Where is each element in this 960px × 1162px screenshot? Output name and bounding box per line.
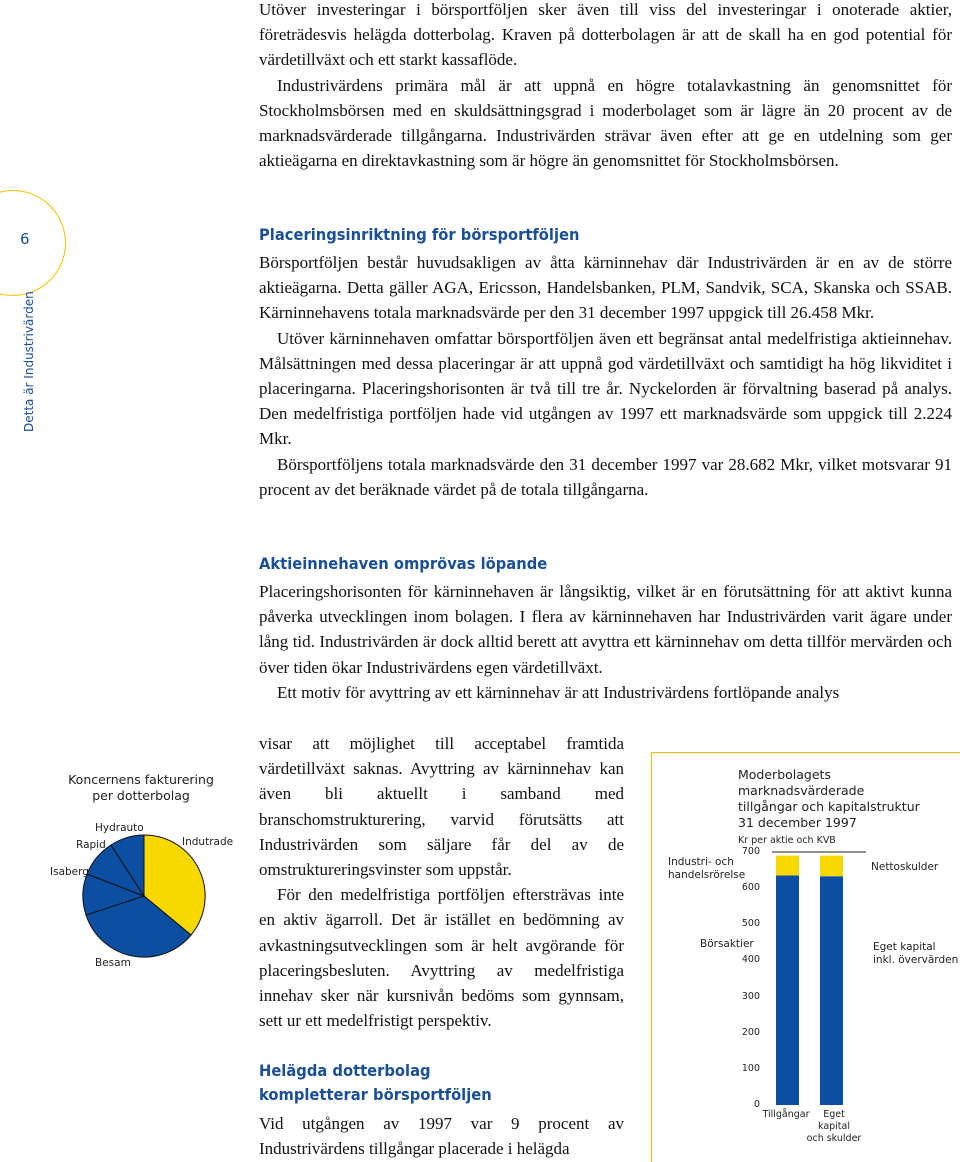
pie-label-isaberg: Isaberg (50, 866, 89, 878)
heading-aktieinnehaven: Aktieinnehaven omprövas löpande (259, 554, 548, 573)
y-tick-label: 600 (741, 882, 760, 894)
section2-paragraph-2b: visar att möjlighet till acceptabel framtida värdetillväxt saknas. Avyttring av kärninnehav kan även bli aktuellt i samband med branschomstrukturering, varvid förutsätts att Industrivärden som säljare får del av de omstruktureringsvinster som uppstår. (259, 734, 624, 880)
intro-paragraph-1: Utöver investeringar i börsportföljen sker även till viss del investeringar i onoterade aktier, företrädesvis helägda dotterbolag. Kraven på dotterbolagen är att de skall ha en god potential för värdetillväxt och ett starkt kassaflöde. (259, 0, 952, 70)
bar-chart-title-line4: 31 december 1997 (738, 815, 857, 830)
section3-paragraph-1: Vid utgången av 1997 var 9 procent av Industrivärdens tillgångar placerade i helägda (259, 1114, 624, 1159)
section2-paragraph-3: För den medelfristiga portföljen eftersträvas inte en aktiv ägarroll. Det är istället en bedömning av avkastningsutvecklingen som är helt avgörande för placeringsbesluten. Avyttring av medelfristiga innehav sker när kursnivån bedöms som gynnsam, sett ur ett medelfristigt perspektiv. (259, 885, 624, 1031)
pie-title-line2: per dotterbolag (92, 788, 190, 803)
x-category-label-line: Tillgångar (762, 1109, 810, 1120)
section1-paragraph-2: Utöver kärninnehaven omfattar börsportföljen även ett begränsat antal medelfristiga aktieinnehav. Målsättningen med dessa placeringar är att uppnå god värdetillväxt och samtidigt ha hög likviditet i placeringarna. Placeringshorisonten är två till tre år. Nyckelorden är förvaltning baserad på analys. Den medelfristiga portföljen hade vid utgången av 1997 ett marknadsvärde som uppgick till 2.224 Mkr. (259, 328, 952, 449)
bar-segment (820, 876, 843, 1105)
x-category-label (806, 1109, 862, 1145)
section1-paragraph-3: Börsportföljens totala marknadsvärde den 31 december 1997 var 28.682 Mkr, vilket motsvarar 91 procent av det beräknade värdet på de totala tillgångarna. (259, 454, 952, 499)
x-category-label-line: Eget kapital (817, 1109, 850, 1132)
bar-chart-title-line2: marknadsvärderade (738, 783, 865, 798)
pie-title-line1: Koncernens fakturering (68, 772, 214, 787)
x-category-label-line: och skulder (806, 1133, 862, 1144)
section-label: Detta är Industrivärden (22, 291, 36, 432)
heading-helagda-line1: Helägda dotterbolag (259, 1061, 431, 1080)
y-tick-label: 400 (741, 954, 760, 966)
pie-label-hydrauto: Hydrauto (95, 822, 144, 834)
annotation-borsaktier: Börsaktier (700, 938, 754, 950)
pie-label-indutrade: Indutrade (182, 836, 234, 848)
y-tick-label: 200 (741, 1026, 760, 1038)
intro-paragraph-2: Industrivärdens primära mål är att uppnå en högre totalavkastning än genomsnittet för Stockholmsbörsen med en skuldsättningsgrad i moderbolaget som är lägre än 20 procent av de marknadsvärderade tillgångarna. Industrivärden strävar även efter att ge en utdelning som ger aktieägarna en direktavkastning som är högre än genomsnittet för Stockholmsbörsen. (259, 75, 952, 171)
y-tick-label: 300 (741, 990, 760, 1002)
bar-segment (776, 875, 799, 1105)
annotation-eget-line2: inkl. övervärden (873, 954, 959, 966)
annotation-nettoskulder: Nettoskulder (871, 861, 939, 873)
bar-segment (776, 856, 799, 876)
annotation-industri-line1: Industri- och (668, 856, 734, 868)
annotation-eget-line1: Eget kapital (873, 941, 936, 953)
page-number: 6 (20, 230, 30, 248)
bar-chart-title-line3: tillgångar och kapitalstruktur (738, 799, 920, 814)
annotation-industri-line2: handelsrörelse (668, 869, 746, 881)
bar-chart-ylabel: Kr per aktie och KVB (738, 835, 836, 846)
pie-label-rapid: Rapid (76, 839, 106, 851)
bar-chart-title-line1: Moderbolagets (738, 767, 831, 782)
bar-segment (820, 856, 843, 877)
section1-paragraph-1: Börsportföljen består huvudsakligen av åtta kärninnehav där Industrivärden är en av de större aktieägarna. Detta gäller AGA, Ericsson, Handelsbanken, PLM, Sandvik, SCA, Skanska och SSAB. Kärninnehavens totala marknadsvärde per den 31 december 1997 uppgick till 26.458 Mkr. (259, 253, 952, 323)
y-tick-label: 500 (741, 918, 760, 930)
y-tick-label: 700 (741, 846, 760, 857)
y-tick-label: 0 (753, 1099, 760, 1110)
section2-paragraph-2a: Ett motiv för avyttring av ett kärninnehav är att Industrivärdens fortlöpande analys (277, 682, 840, 702)
pie-label-besam: Besam (95, 957, 131, 969)
y-tick-label: 100 (741, 1062, 760, 1074)
heading-helagda-line2: kompletterar börsportföljen (259, 1085, 492, 1104)
section2-paragraph-1: Placeringshorisonten för kärninnehaven är långsiktig, vilket är en förutsättning för att aktivt kunna påverka utvecklingen inom bolagen. I flera av kärninnehaven har Industrivärden varit ägare under lång tid. Industrivärden är dock alltid berett att avyttra ett kärninnehav om detta tillför mervärden och över tiden ökar Industrivärdens egen värdetillväxt. (259, 582, 952, 677)
heading-placeringsinriktning: Placeringsinriktning för börsportföljen (259, 225, 580, 244)
